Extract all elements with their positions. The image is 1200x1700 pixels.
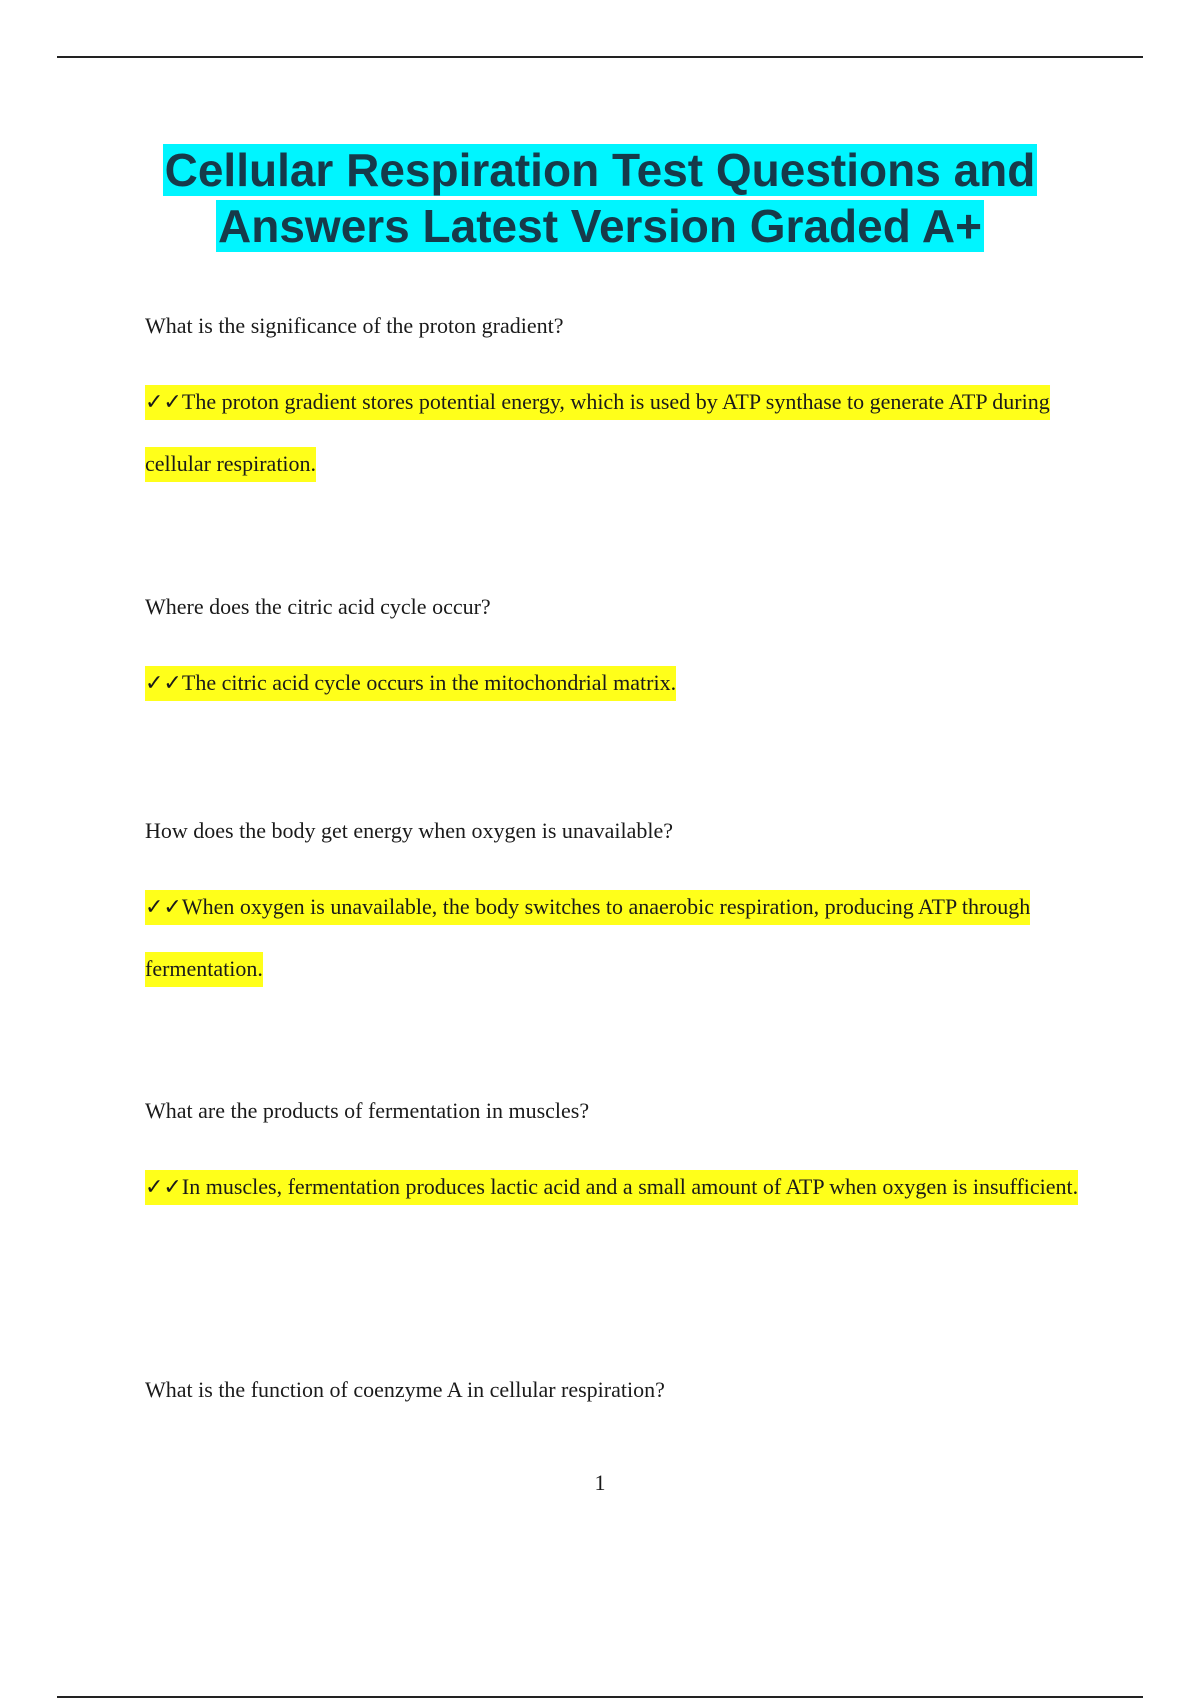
top-rule [57,56,1143,58]
double-check-icon: ✓✓ [145,671,182,696]
question-2: Where does the citric acid cycle occur? [145,594,491,619]
question-4: What are the products of fermentation in muscles? [145,1098,590,1123]
answer-3-text: When oxygen is unavailable, the body switches to anaerobic respiration, producing ATP through fermentation. [145,894,1031,981]
document-title [0,142,1200,254]
answer-highlight [145,890,1030,987]
answer-highlight [145,385,1050,482]
answer-1 [145,371,1105,494]
double-check-icon: ✓✓ [145,390,182,415]
answer-4 [145,1156,1105,1218]
question-3: How does the body get energy when oxygen is unavailable? [145,818,674,843]
answer-4-text: In muscles, fermentation produces lactic acid and a small amount of ATP when oxygen is insufficient. [181,1174,1079,1199]
document-title-line-1: Cellular Respiration Test Questions and [164,144,1036,196]
answer-highlight [145,1170,1078,1205]
answer-3 [145,876,1105,999]
page-number: 1 [594,1470,606,1495]
question-1: What is the significance of the proton gradient? [145,313,564,338]
answer-highlight [145,666,676,701]
answer-2-text: The citric acid cycle occurs in the mitochondrial matrix. [181,670,677,695]
double-check-icon: ✓✓ [145,895,182,920]
answer-1-text: The proton gradient stores potential energy, which is used by ATP synthase to generate ATP during cellular respiration. [145,389,1050,476]
bottom-rule [57,1696,1143,1698]
double-check-icon: ✓✓ [145,1175,182,1200]
question-5: What is the function of coenzyme A in cellular respiration? [145,1377,665,1402]
document-title-line-2: Answers Latest Version Graded A+ [218,200,982,252]
answer-2 [145,652,1105,714]
